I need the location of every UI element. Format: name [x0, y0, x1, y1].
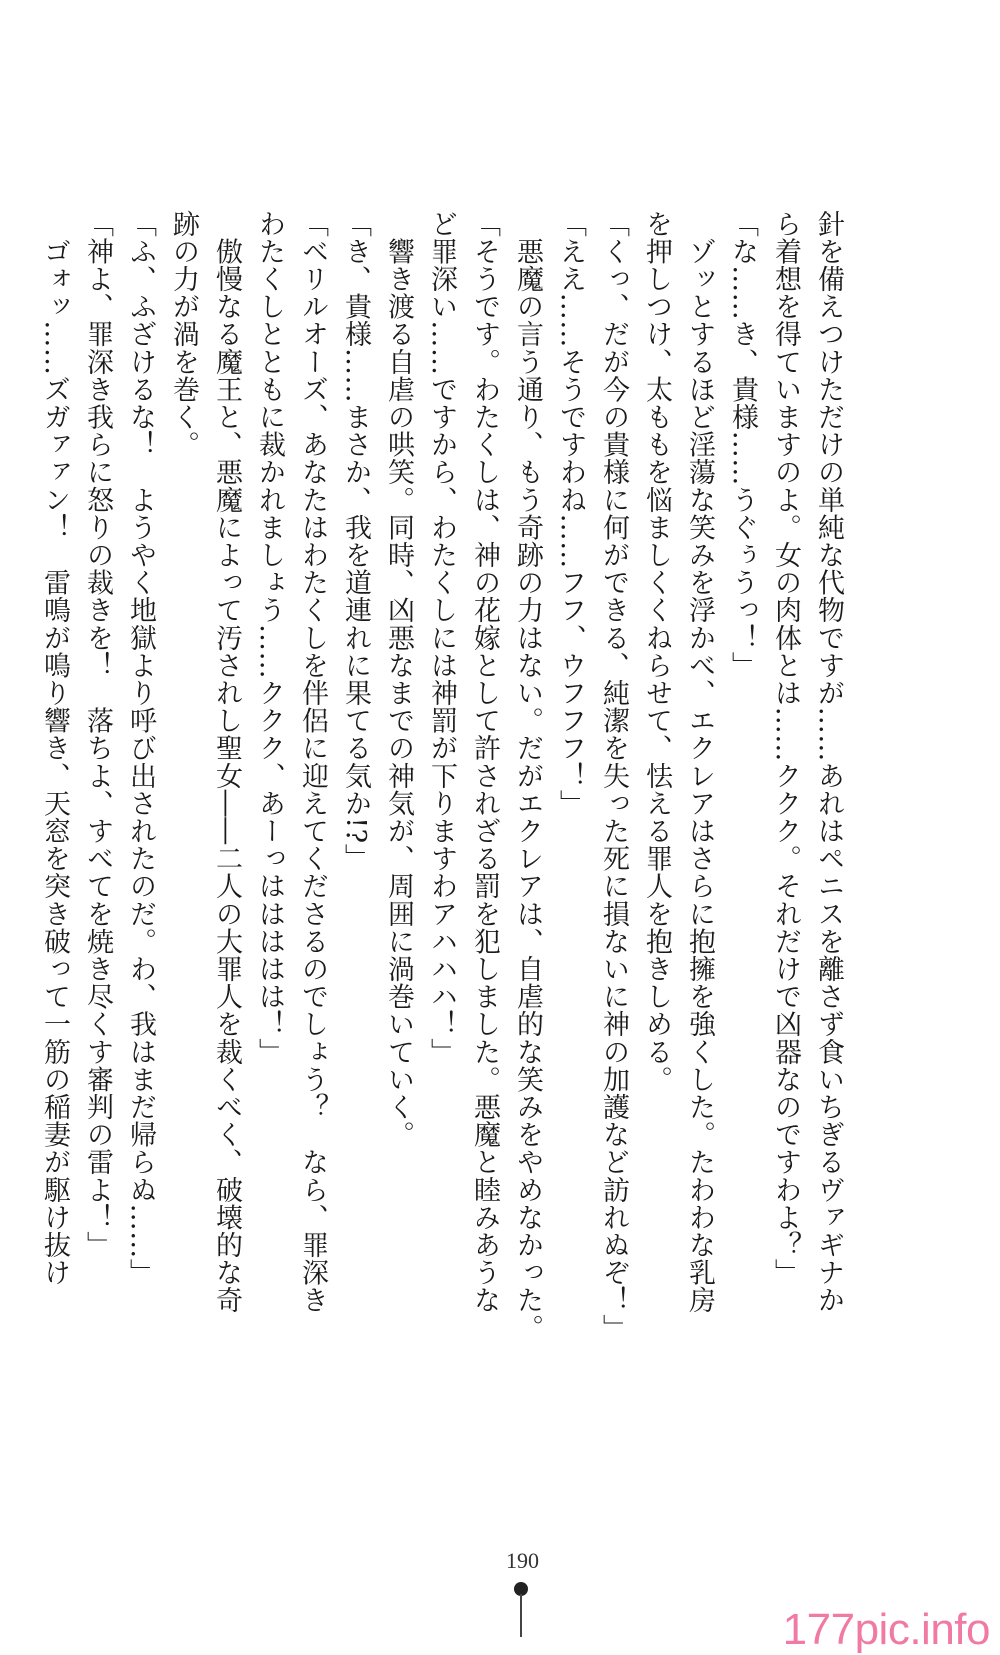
- text-line: 「ええ……そうですわね……フフ、ウフフフ！」: [555, 210, 586, 818]
- text-line: 悪魔の言う通り、もう奇跡の力はない。だがエクレアは、自虐的な笑みをやめなかった。: [512, 210, 543, 1342]
- text-line: 針を備えつけただけの単純な代物ですが……あれはペニスを離さず食いちぎるヴァギナか: [813, 210, 844, 1314]
- text-line: 「な……き、貴様……うぐぅうっ！」: [727, 210, 758, 680]
- page-number: 190: [506, 1548, 539, 1573]
- text-line: 「き、貴様……まさか、我を道連れに果てる気か!?」: [340, 210, 371, 872]
- text-line: ら着想を得ていますのよ。女の肉体とは……ククク。それだけで凶器なのですわよ？」: [770, 210, 801, 1287]
- text-line: 跡の力が渦を巻く。: [168, 210, 199, 459]
- text-line: を押しつけ、太ももを悩ましくくねらせて、怯える罪人を抱きしめる。: [641, 210, 672, 1094]
- vertical-text-body: [33, 210, 850, 1340]
- page-marker-line: [520, 1594, 522, 1637]
- text-line: 「そうです。わたくしは、神の花嫁として許されざる罰を犯しました。悪魔と睦みあうな: [469, 210, 500, 1314]
- text-line: ゾッとするほど淫蕩な笑みを浮かべ、エクレアはさらに抱擁を強くした。たわわな乳房: [684, 210, 715, 1314]
- text-line: 「ベリルオーズ、あなたはわたくしを伴侶に迎えてくださるのでしょう？ なら、罪深き: [297, 210, 328, 1314]
- text-line: ど罪深い……ですから、わたくしには神罰が下りますわアハハハ！」: [426, 210, 457, 1066]
- text-line: 「くっ、だが今の貴様に何ができる、純潔を失った死に損ないに神の加護など訪れぬぞ！」: [598, 210, 629, 1342]
- text-line: 「ふ、ふざけるな！ ようやく地獄より呼び出されたのだ。わ、我はまだ帰らぬ……」: [125, 210, 156, 1287]
- text-line: 傲慢なる魔王と、悪魔によって汚されし聖女――二人の大罪人を裁くべく、破壊的な奇: [211, 210, 242, 1314]
- watermark: 177pic.info: [782, 1605, 990, 1654]
- text-line: 「神よ、罪深き我らに怒りの裁きを！ 落ちよ、すべてを焼き尽くす審判の雷よ！」: [82, 210, 113, 1259]
- text-line: 響き渡る自虐の哄笑。同時、凶悪なまでの神気が、周囲に渦巻いていく。: [383, 210, 414, 1149]
- text-line: ゴォッ……ズガァァン！ 雷鳴が鳴り響き、天窓を突き破って一筋の稲妻が駆け抜け: [39, 210, 70, 1287]
- text-line: わたくしとともに裁かれましょう……ククク、あーっははははは！」: [254, 210, 285, 1066]
